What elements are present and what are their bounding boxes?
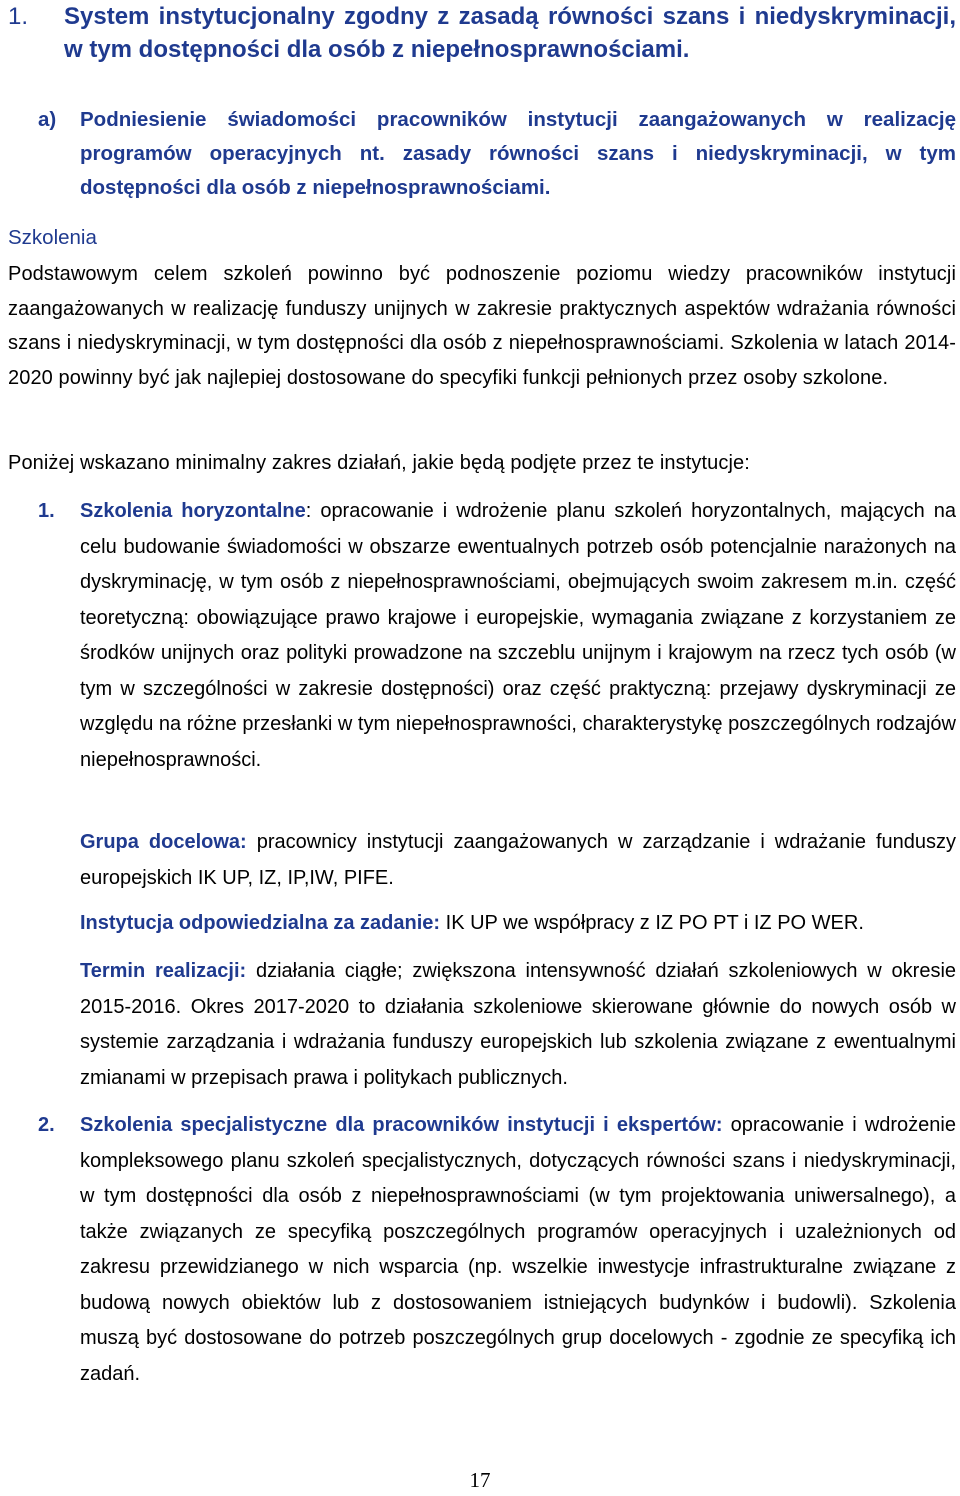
implementation-term	[80, 954, 956, 1096]
list-item-text: opracowanie i wdrożenie planu szkoleń horyzontalnych, mających na celu budowanie świadomości w obszarze ewentualnych potrzeb osób potencjalnie narażonych na dyskryminację, w tym osób z niepełnosprawnościami, obejmujących swoim zakresem m.in. część teoretyczną: obowiązujące prawo krajowe i europejskie, wymagania związane z korzystaniem ze środków unijnych oraz polityki prowadzone na szczeblu unijnym i krajowym na rzecz tych osób (w tym w szczególności w zakresie dostępności) oraz część praktyczną: przejawy dyskryminacji ze względu na różne przesłanki w tym niepełnosprawności, charakterystykę poszczególnych rodzajów niepełnosprawności.	[80, 500, 957, 771]
list-item-text: opracowanie i wdrożenie kompleksowego planu szkoleń specjalistycznych, dotyczących równości szans i niedyskryminacji, w tym dostępności dla osób z niepełnosprawnościami (w tym projektowania uniwersalnego), a także związanych ze specyfiką poszczególnych programów operacyjnych i uzależnionych od zakresu przewidzianego w nich wsparcia (np. wszelkie inwestycje infrastrukturalne związane z budową nowych obiektów lub z dostosowaniem istniejących budynków i budowli). Szkolenia muszą być dostosowane do potrzeb poszczególnych grup docelowych - zgodnie ze specyfiką ich zadań.	[80, 1114, 956, 1385]
section-heading	[8, 0, 956, 66]
page-number: 17	[469, 1468, 491, 1492]
responsible-institution-label: Instytucja odpowiedzialna za zadanie:	[80, 912, 441, 934]
section-heading-number: 1.	[8, 3, 29, 30]
list-item-title: Szkolenia horyzontalne	[80, 500, 306, 522]
responsible-institution	[80, 906, 956, 942]
section-heading-text: System instytucjonalny zgodny z zasadą równości szans i niedyskryminacji, w tym dostępności dla osób z niepełnosprawnościami.	[64, 3, 956, 63]
trainings-title: Szkolenia	[8, 226, 97, 249]
list-item-horizontal-trainings	[38, 494, 957, 778]
target-group	[80, 825, 956, 896]
subsection-heading-label: a)	[38, 108, 57, 131]
list-item-number: 2.	[38, 1114, 55, 1136]
list-item-number: 1.	[38, 500, 55, 522]
subsection-heading	[38, 103, 956, 205]
target-group-text: pracownicy instytucji zaangażowanych w zarządzanie i wdrażanie funduszy europejskich IK UP, IZ, IP,IW, PIFE.	[80, 831, 956, 889]
implementation-term-label: Termin realizacji:	[80, 960, 247, 982]
intro-paragraph: Podstawowym celem szkoleń powinno być podnoszenie poziomu wiedzy pracowników instytucji zaangażowanych w realizację funduszy unijnych w zakresie praktycznych aspektów wdrażania równości szans i niedyskryminacji, w tym dostępności dla osób z niepełnosprawnościami. Szkolenia w latach 2014-2020 powinny być jak najlepiej dostosowane do specyfiki funkcji pełnionych przez osoby szkolone.	[8, 263, 956, 389]
list-item-specialist-trainings	[38, 1108, 956, 1392]
lead-paragraph: Poniżej wskazano minimalny zakres działań, jakie będą podjęte przez te instytucje:	[8, 452, 750, 474]
responsible-institution-text: IK UP we współpracy z IZ PO PT i IZ PO WER.	[440, 912, 864, 934]
subsection-heading-text: Podniesienie świadomości pracowników instytucji zaangażowanych w realizację programów operacyjnych nt. zasady równości szans i niedyskryminacji, w tym dostępności dla osób z niepełnosprawnościami.	[80, 108, 956, 199]
list-item-separator: :	[305, 500, 312, 522]
implementation-term-text: działania ciągłe; zwiększona intensywność działań szkoleniowych w okresie 2015-2016. Okres 2017-2020 to działania szkoleniowe skierowane głównie do nowych osób w systemie zarządzania i wdrażania funduszy europejskich lub szkolenia związane z ewentualnymi zmianami w przepisach prawa i politykach publicznych.	[80, 960, 957, 1089]
list-item-title: Szkolenia specjalistyczne dla pracowników instytucji i ekspertów:	[80, 1114, 723, 1136]
target-group-label: Grupa docelowa:	[80, 831, 247, 853]
